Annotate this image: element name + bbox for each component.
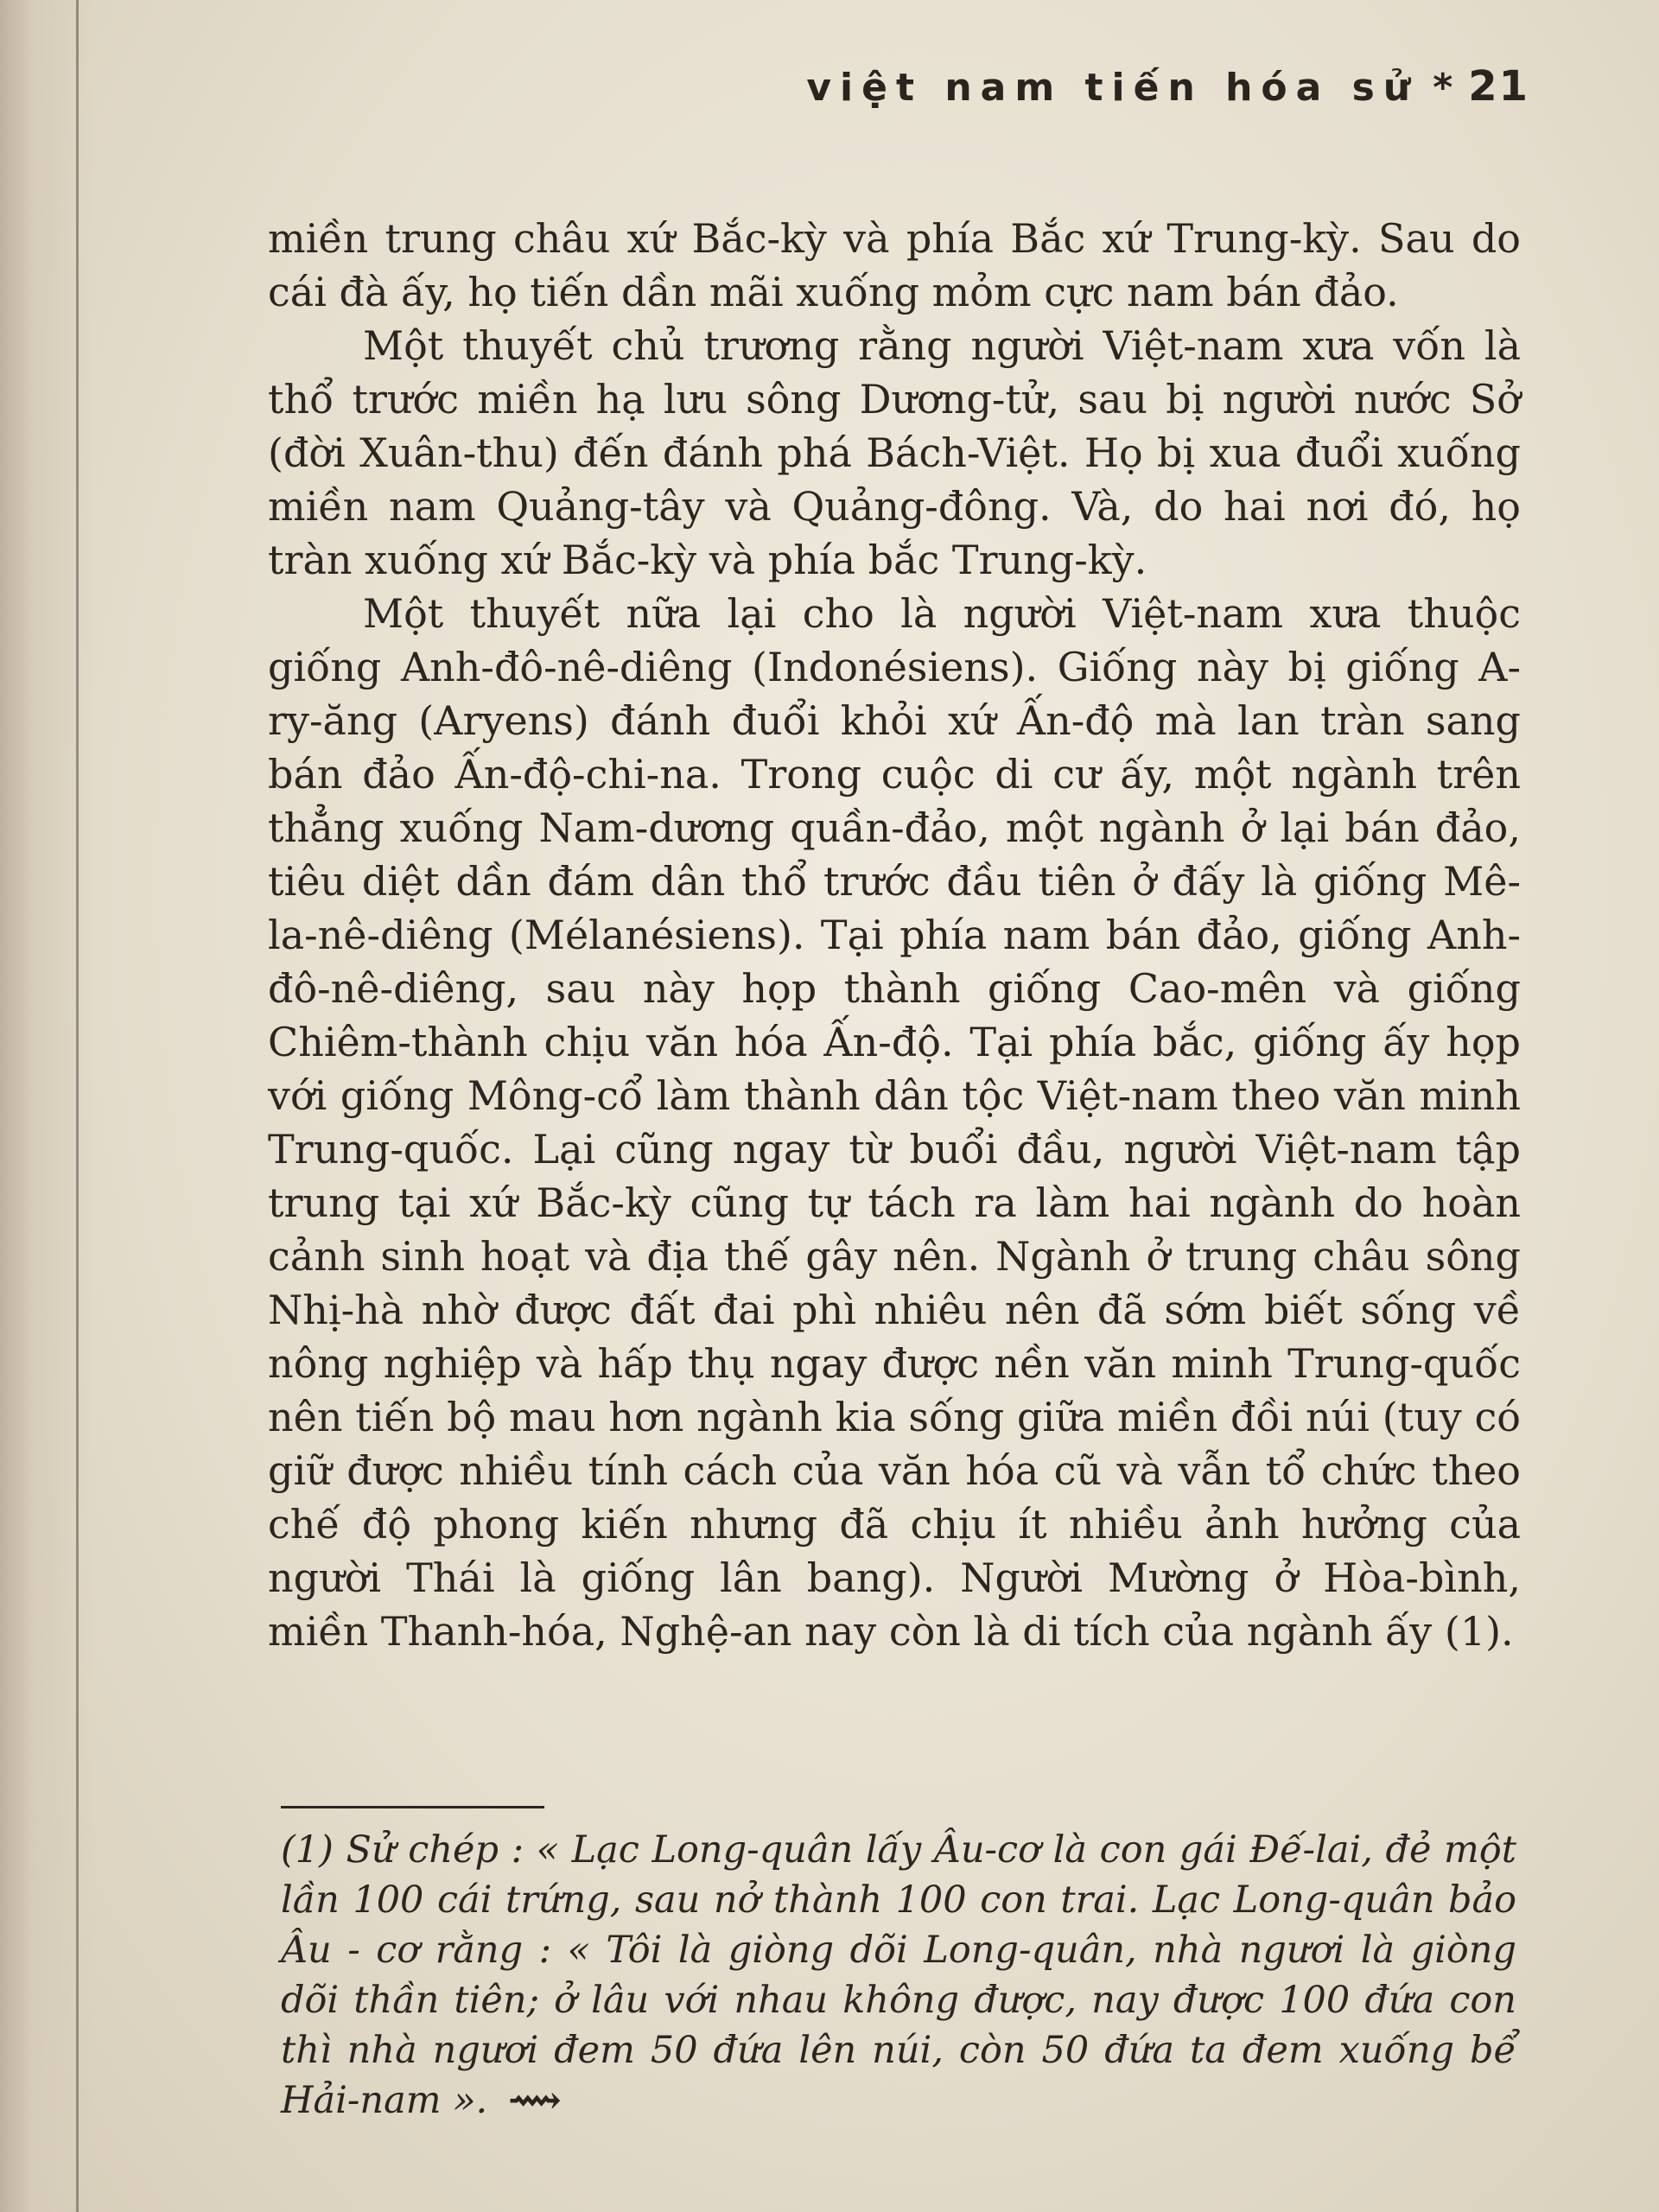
running-header bbox=[639, 62, 1529, 111]
paragraph: miền trung châu xứ Bắc-kỳ và phía Bắc xứ Trung-kỳ. Sau do cái đà ấy, họ tiến dần mãi xuống mỏm cực nam bán đảo. bbox=[268, 215, 1521, 315]
paragraph: Một thuyết chủ trương rằng người Việt-nam xưa vốn là thổ trước miền hạ lưu sông Dương-tử, sau bị người nước Sở (đời Xuân-thu) đến đánh phá Bách-Việt. Họ bị xua đuổi xuống miền nam Quảng-tây và Quảng-đông. Và, do hai nơi đó, họ tràn xuống xứ Bắc-kỳ và phía bắc Trung-kỳ. bbox=[268, 322, 1521, 583]
binding-shadow bbox=[0, 0, 95, 2212]
header-separator: * bbox=[1433, 66, 1453, 110]
continuation-arrow-icon: ⟿ bbox=[508, 2079, 562, 2122]
main-text bbox=[268, 212, 1521, 1658]
paragraph: Một thuyết nữa lại cho là người Việt-nam xưa thuộc giống Anh-đô-nê-diêng (Indonésiens). Giống này bị giống A-ry-ăng (Aryens) đánh đuổi khỏi xứ Ấn-độ mà lan tràn sang bán đảo Ấn-độ-chi-na. Trong cuộc di cư ấy, một ngành trên thẳng xuống Nam-dương quần-đảo, một ngành ở lại bán đảo, tiêu diệt dần đám dân thổ trước đầu tiên ở đấy là giống Mê-la-nê-diêng (Mélanésiens). Tại phía nam bán đảo, giống Anh-đô-nê-diêng, sau này họp thành giống Cao-mên và giống Chiêm-thành chịu văn hóa Ấn-độ. Tại phía bắc, giống ấy họp với giống Mông-cổ làm thành dân tộc Việt-nam theo văn minh Trung-quốc. Lại cũng ngay từ buổi đầu, người Việt-nam tập trung tại xứ Bắc-kỳ cũng tự tách ra làm hai ngành do hoàn cảnh sinh hoạt và địa thế gây nên. Ngành ở trung châu sông Nhị-hà nhờ được đất đai phì nhiêu nên đã sớm biết sống về nông nghiệp và hấp thụ ngay được nền văn minh Trung-quốc nên tiến bộ mau hơn ngành kia sống giữa miền đồi núi (tuy có giữ được nhiều tính cách của văn hóa cũ và vẫn tổ chức theo chế độ phong kiến nhưng đã chịu ít nhiều ảnh hưởng của người Thái là giống lân bang). Người Mường ở Hòa-bình, miền Thanh-hóa, Nghệ-an nay còn là di tích của ngành ấy (1). bbox=[268, 590, 1521, 1655]
running-title: việt nam tiến hóa sử bbox=[806, 66, 1420, 110]
footnote-text: (1) Sử chép : « Lạc Long-quân lấy Âu-cơ là con gái Đế-lai, đẻ một lần 100 cái trứng, sau nở thành 100 con trai. Lạc Long-quân bảo Âu - cơ rằng : « Tôi là giòng dõi Long-quân, nhà ngươi là giòng dõi thần tiên; ở lâu với nhau không được, nay được 100 đứa con thì nhà ngươi đem 50 đứa lên núi, còn 50 đứa ta đem xuống bể Hải-nam ». bbox=[281, 1828, 1516, 2122]
page-number: 21 bbox=[1468, 62, 1529, 111]
footnote bbox=[281, 1825, 1516, 2126]
footnote-rule bbox=[281, 1806, 544, 1808]
page-fold-line bbox=[76, 0, 79, 2212]
